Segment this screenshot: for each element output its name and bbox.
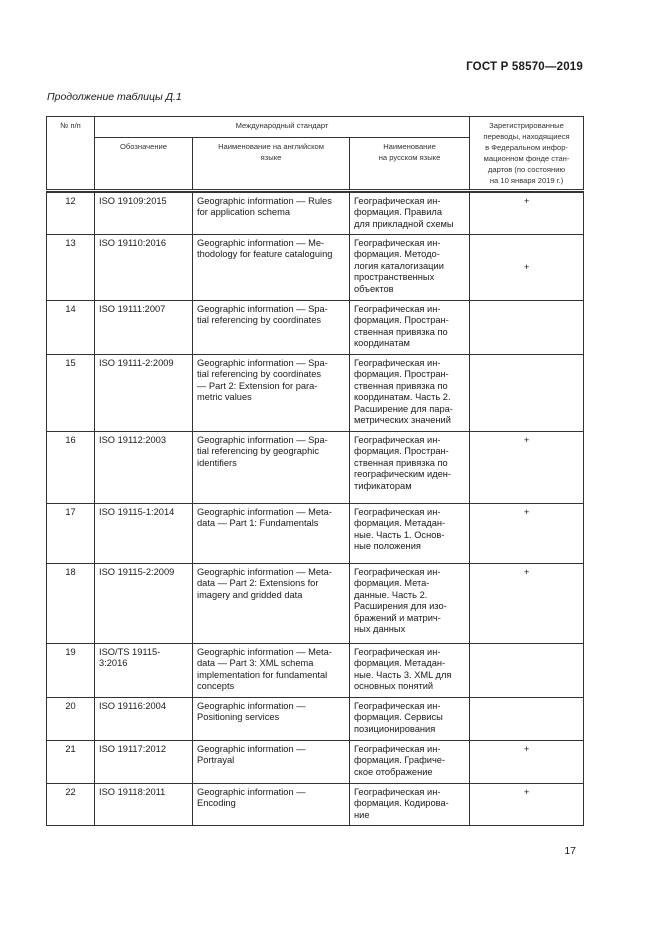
row-designation: ISO 19111:2007: [95, 301, 193, 355]
row-name-russian: Географическая ин- формация. Правила для прикладной схемы: [350, 193, 470, 235]
row-name-russian: Географическая ин- формация. Метадан- ные. Часть 3. XML для основных понятий: [350, 644, 470, 698]
row-number: 20: [47, 698, 95, 741]
table-row: [47, 235, 584, 301]
row-registered-mark: [470, 301, 584, 355]
row-designation: ISO 19109:2015: [95, 193, 193, 235]
row-designation: ISO 19111-2:2009: [95, 355, 193, 432]
row-designation: ISO 19110:2016: [95, 235, 193, 301]
row-registered-mark: [470, 698, 584, 741]
row-registered-mark: +: [470, 741, 584, 784]
row-number: 19: [47, 644, 95, 698]
table-row: [47, 564, 584, 644]
row-name-english: Geographic information — Spa- tial referencing by geographic identifiers: [193, 432, 350, 504]
row-name-english: Geographic information — Encoding: [193, 784, 350, 826]
row-number: 22: [47, 784, 95, 826]
row-number: 15: [47, 355, 95, 432]
table-row: [47, 698, 584, 741]
row-designation: ISO 19117:2012: [95, 741, 193, 784]
page-number: 17: [564, 845, 576, 857]
row-name-russian: Географическая ин- формация. Графиче- ское отображение: [350, 741, 470, 784]
row-name-english: Geographic information — Rules for application schema: [193, 193, 350, 235]
row-number: 12: [47, 193, 95, 235]
row-registered-mark: +: [470, 235, 584, 301]
table-row: [47, 644, 584, 698]
row-name-english: Geographic information — Portrayal: [193, 741, 350, 784]
table-row: [47, 432, 584, 504]
row-number: 17: [47, 504, 95, 564]
row-name-russian: Географическая ин- формация. Сервисы позиционирования: [350, 698, 470, 741]
row-name-english: Geographic information — Meta- data — Part 2: Extensions for imagery and gridded data: [193, 564, 350, 644]
row-name-english: Geographic information — Spa- tial referencing by coordinates: [193, 301, 350, 355]
row-number: 14: [47, 301, 95, 355]
row-name-english: Geographic information — Spa- tial referencing by coordinates — Part 2: Extension for para- metric values: [193, 355, 350, 432]
header-designation: Обозначение: [95, 138, 193, 191]
row-name-english: Geographic information — Meta- data — Part 1: Fundamentals: [193, 504, 350, 564]
table-row: [47, 784, 584, 826]
header-name-russian: Наименование на русском языке: [350, 138, 470, 191]
row-designation: ISO 19115-1:2014: [95, 504, 193, 564]
header-number: № п/п: [47, 117, 95, 191]
row-registered-mark: +: [470, 193, 584, 235]
table-row: [47, 193, 584, 235]
row-name-english: Geographic information — Me- thodology for feature cataloguing: [193, 235, 350, 301]
row-designation: ISO 19118:2011: [95, 784, 193, 826]
table-continuation-caption: Продолжение таблицы Д.1: [47, 91, 182, 103]
row-registered-mark: +: [470, 432, 584, 504]
row-designation: ISO 19115-2:2009: [95, 564, 193, 644]
table-row: [47, 301, 584, 355]
row-name-russian: Географическая ин- формация. Простран- ственная привязка по координатам. Часть 2. Расширение для пара- метрических значений: [350, 355, 470, 432]
row-name-russian: Географическая ин- формация. Простран- ственная привязка по географическим иден- тификаторам: [350, 432, 470, 504]
row-number: 16: [47, 432, 95, 504]
row-designation: ISO/TS 19115- 3:2016: [95, 644, 193, 698]
row-name-russian: Географическая ин- формация. Кодирова- ние: [350, 784, 470, 826]
document-standard-code: ГОСТ Р 58570—2019: [466, 61, 583, 73]
row-name-english: Geographic information — Meta- data — Part 3: XML schema implementation for fundamental concepts: [193, 644, 350, 698]
row-registered-mark: [470, 355, 584, 432]
row-number: 21: [47, 741, 95, 784]
standards-table: [46, 116, 584, 826]
row-designation: ISO 19116:2004: [95, 698, 193, 741]
row-name-russian: Географическая ин- формация. Простран- ственная привязка по координатам: [350, 301, 470, 355]
row-designation: ISO 19112:2003: [95, 432, 193, 504]
row-registered-mark: [470, 644, 584, 698]
row-registered-mark: +: [470, 504, 584, 564]
header-international-standard: Международный стандарт: [95, 117, 470, 138]
row-name-russian: Географическая ин- формация. Мета- данные. Часть 2. Расширения для изо- бражений и матрич- ных данных: [350, 564, 470, 644]
row-name-russian: Географическая ин- формация. Методо- логия каталогизации пространственных объектов: [350, 235, 470, 301]
header-registered-translations: Зарегистрированные переводы, находящиеся в Федеральном инфор- мационном фонде стан- дартов (по состоянию на 10 января 2019 г.): [470, 117, 584, 191]
row-registered-mark: +: [470, 564, 584, 644]
row-name-english: Geographic information — Positioning services: [193, 698, 350, 741]
header-name-english: Наименование на английском языке: [193, 138, 350, 191]
row-registered-mark: +: [470, 784, 584, 826]
row-number: 18: [47, 564, 95, 644]
table-row: [47, 741, 584, 784]
table-row: [47, 355, 584, 432]
row-name-russian: Географическая ин- формация. Метадан- ные. Часть 1. Основ- ные положения: [350, 504, 470, 564]
row-number: 13: [47, 235, 95, 301]
table-row: [47, 504, 584, 564]
